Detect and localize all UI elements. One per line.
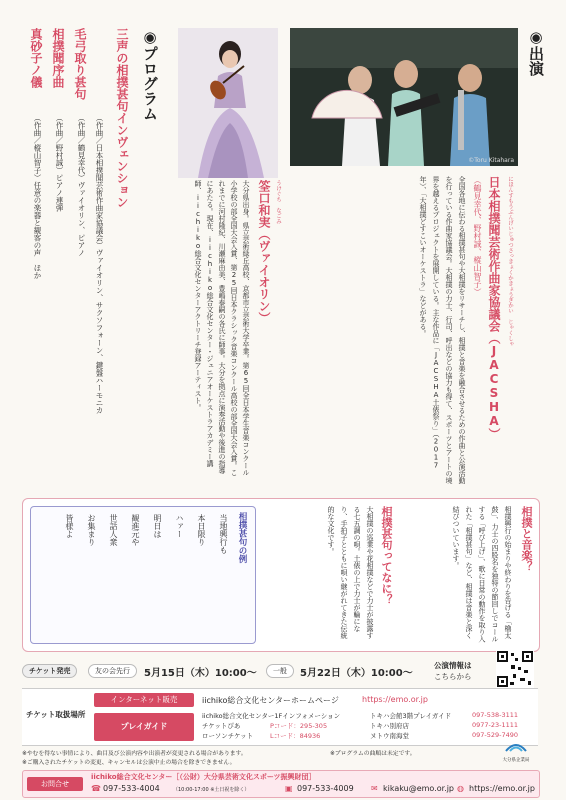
column-q1: 相撲と音楽？ — [520, 506, 533, 572]
violinist-photo — [178, 28, 278, 178]
logo-mark-icon — [505, 739, 527, 753]
ticket-release-label: チケット発売 — [22, 664, 77, 678]
phone-icon: ☎ — [91, 784, 101, 793]
contact-footer — [22, 770, 540, 798]
note-3: ※プログラムの曲順は未定です。 — [330, 751, 416, 757]
store-2-tel: 0977-23-1111 — [472, 721, 519, 729]
playguide-pia: チケットぴあ — [202, 722, 241, 730]
photo-credit: ©Toru Kitahara — [468, 157, 514, 164]
column-p1: 相撲興行の始まりや終わりを告げる「櫓太鼓」、力士の四股名を独特の節回しでコールする「呼び上げ」、歌に日常の動作を取り入れた「相撲甚句」など、相撲は音楽と深く結びついています。 — [452, 506, 512, 643]
program-item-3-title: 相撲聞序曲 — [51, 28, 65, 88]
soloist-bio: 大分県出身。県立芸術緑丘高校、京都市立芸術大学卒業。第65回全日本学生音楽コンクール小学校の部全国大会入賞、第25回日本クラシック音楽コンクール高校の部全国大会入賞。これまでに河村隆紀、川瀬麻由美、豊嶋泰嗣の各氏に師事。大分を拠点に演奏活動や後進の指導にあたる。現在、iichiko総合文化センター・ジュニアオーケストラアカデミー講師、iichiko総合文化センターアクトリーチ登録アーティスト。 — [194, 180, 250, 476]
program-item-1-credit: （作曲／日本相撲聞芸術作曲家協議会）ヴァイオリン、サクソフォーン、鍵盤ハーモニカ — [95, 114, 104, 414]
internet-sales-badge: インターネット販売 — [94, 693, 194, 707]
fax-icon: ▣ — [285, 784, 293, 793]
logo-text: 大分県企業局 — [502, 758, 530, 763]
example-line-2: 本日限り — [197, 514, 206, 546]
playguide-pia-code: Pコード：295-305 — [270, 722, 328, 730]
contact-org: iichiko総合文化センター［（公財）大分県芸術文化スポーツ振興財団］ — [91, 773, 316, 781]
info-label: 公演情報は — [434, 661, 472, 670]
program-item-4-title: 真砂子ノ儀 — [29, 28, 43, 88]
playguide-iichiko: iichiko総合文化センター1Fインフォメーション — [202, 712, 341, 720]
outlet-label: チケット取扱場所 — [26, 710, 86, 719]
store-3: ヌトウ南海堂 — [370, 732, 409, 740]
group-bio: 全国各地に伝わる相撲甚句や大相撲をリサーチし、相撲と音楽を融合させるための作曲と公演活動を行っている作曲家協議会。大相撲の力士、行司、呼出などの協力も得て、スポーツとアートの境界を越えるプロジェクトを展開している。主な作品に「JACSHA土俵祭り」（2017年）、「大相撲どすこいオーケストラ」などがある。 — [419, 176, 466, 484]
program-item-2-title: 毛弓取り甚句 — [73, 28, 87, 100]
note-1: ※やむを得ない事情により、曲目及び公演内容や出演者が変更される場合があります。 — [22, 751, 247, 757]
example-line-6: 世話人衆 — [109, 514, 118, 546]
ticket-outlets — [22, 688, 538, 746]
internet-sales-url[interactable]: https://emo.or.jp — [362, 695, 428, 704]
soloist-name: 筌口和実（ヴァイオリン） — [257, 180, 271, 324]
example-line-7: お集まり — [87, 514, 96, 546]
qr-code[interactable] — [496, 650, 534, 688]
mail-icon: ✉ — [371, 784, 378, 793]
info-label-2: こちらから — [434, 672, 472, 681]
store-1: トキハ会館3階プレイガイド — [370, 712, 452, 720]
column-q2: 相撲甚句ってなに？ — [380, 506, 393, 605]
program-heading: ◉プログラム — [141, 28, 159, 121]
contact-tel[interactable]: 097-533-4004 — [103, 784, 160, 793]
group-photo — [290, 28, 518, 166]
program-item-1-title: 三声の相撲甚句インヴェンション — [115, 28, 129, 208]
member-presale-label: 友の会先行 — [88, 664, 137, 678]
playguide-badge: プレイガイド — [94, 713, 194, 741]
contact-email[interactable]: kikaku@emo.or.jp — [383, 784, 455, 793]
performers-heading: ◉出演 — [527, 28, 545, 76]
member-presale-date: 5月15日（木）10:00〜 — [144, 668, 257, 679]
example-line-3: ハァー — [175, 514, 184, 538]
program-item-4-credit: （作曲／樅山智子）任意の楽器と観客の声 ほか — [33, 114, 42, 279]
program-item-3-credit: （作曲／野村誠）ピアノ連弾 — [55, 114, 64, 212]
internet-sales-text: iichiko総合文化センターホームページ — [202, 696, 339, 705]
example-line-1: 当地興行も — [219, 514, 228, 554]
playguide-lawson-code: Lコード：84936 — [270, 732, 321, 740]
general-sale-date: 5月22日（木）10:00〜 — [300, 668, 413, 679]
column-p2: 大相撲の巡業や花相撲などで力士が披露する七五調の唄。土俵の上で力士が輪になり、手拍子とともに唄い継がれてきた伝統的な文化です。 — [327, 506, 374, 639]
group-members: （鶴見幸代、野村誠、樅山智子） — [473, 176, 482, 296]
playguide-lawson: ローソンチケット — [202, 732, 254, 740]
example-line-8: 皆様よ — [65, 514, 74, 538]
store-3-tel: 097-529-7490 — [472, 731, 519, 739]
note-2: ※ご購入されたチケットの変更、キャンセルは公演中止の場合を除きできません。 — [22, 760, 236, 766]
soloist-ruby: うけぐち なごみ — [275, 180, 281, 224]
group-ruby: にほんすもうぶんげいじゅつさっきょくかきょうぎかい じゃくしゃ — [507, 176, 513, 347]
general-sale-label: 一般 — [266, 664, 294, 678]
contact-hours: （10:00-17:00 ※土日祝を除く） — [173, 787, 250, 793]
group-name: 日本相撲聞芸術作曲家協議会（JACSHA） — [487, 176, 501, 440]
contact-fax: 097-533-4009 — [297, 784, 354, 793]
contact-label: お問合せ — [27, 777, 83, 791]
ticket-release-row — [22, 660, 538, 684]
store-1-tel: 097-538-3111 — [472, 711, 519, 719]
example-line-5: 観進元や — [131, 514, 140, 546]
example-title: 相撲甚句の例 — [237, 512, 247, 563]
store-2: トキハ別府店 — [370, 722, 409, 730]
prefecture-logo — [496, 738, 536, 763]
example-line-4: 明日は — [153, 514, 162, 538]
contact-web[interactable]: https://emo.or.jp — [469, 784, 535, 793]
program-item-2-credit: （作曲／鶴見幸代）ヴァイオリン、ピアノ — [77, 114, 86, 257]
globe-icon: ◍ — [457, 784, 464, 793]
